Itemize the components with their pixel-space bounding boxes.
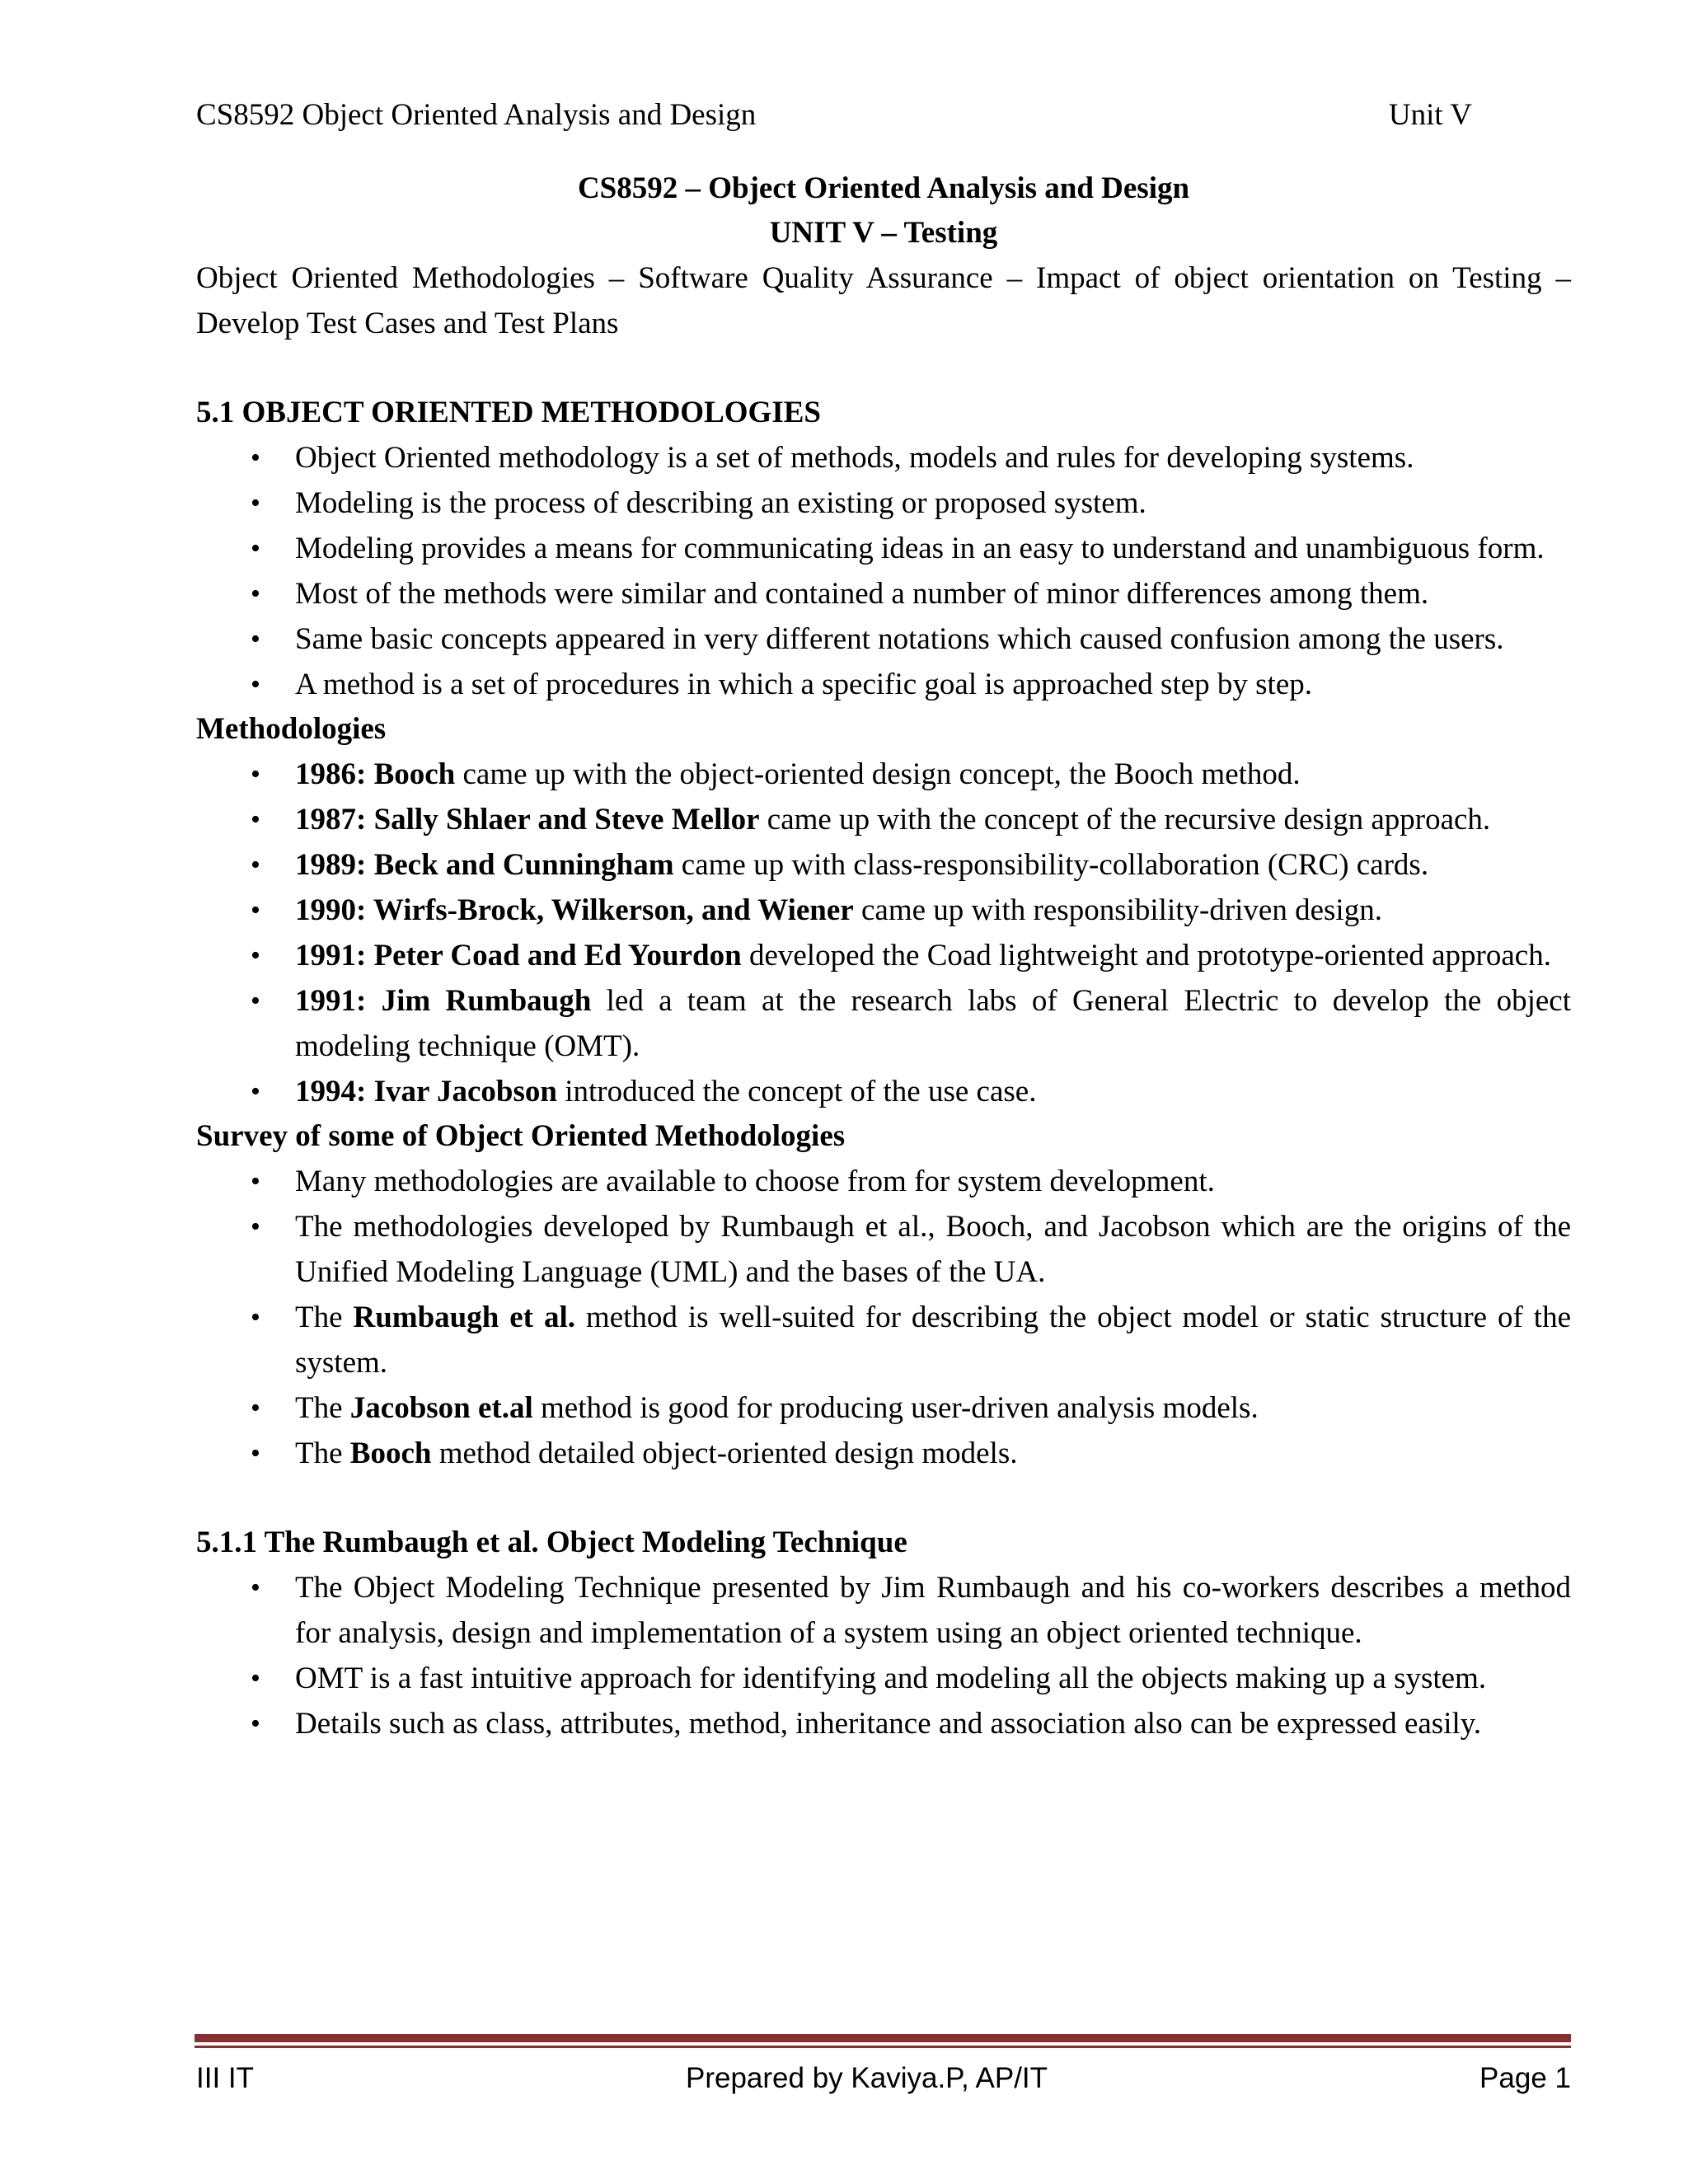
unit-title: UNIT V – Testing (769, 216, 998, 250)
list-item: • Same basic concepts appeared in very different notations which caused confusion among the users. (196, 616, 1571, 662)
list-item-text: came up with the object-oriented design concept, the Booch method. (455, 757, 1301, 791)
list-item-bold: 1986: Booch (295, 757, 456, 791)
footer-page-number: Page 1 (1479, 2062, 1571, 2094)
section-5-1-list (196, 435, 1571, 707)
list-item-text: The (295, 1301, 354, 1334)
list-item-bold: 1989: Beck and Cunningham (295, 848, 674, 882)
list-item-text: introduced the concept of the use case. (556, 1075, 1037, 1108)
section-heading-5-1-1: 5.1.1 The Rumbaugh et al. Object Modeling Technique (196, 1526, 907, 1559)
list-item-text: The (295, 1436, 350, 1470)
list-item-text: came up with the concept of the recursive design approach. (759, 803, 1491, 837)
list-item (196, 842, 1571, 888)
list-item (196, 1159, 1571, 1204)
footer-rule-thin (195, 2046, 1571, 2048)
section-5-1-1-list (196, 1565, 1571, 1746)
header-course: CS8592 Object Oriented Analysis and Design (196, 98, 757, 132)
list-item-text: Many methodologies are available to choose from for system development. (295, 1165, 1215, 1198)
list-item-text: developed the Coad lightweight and prototype-oriented approach. (741, 939, 1551, 972)
list-item-bold: 1991: Jim Rumbaugh (295, 984, 592, 1018)
list-item-bold: 1987: Sally Shlaer and Steve Mellor (295, 803, 760, 837)
running-footer (196, 2054, 1571, 2103)
footer-author: Prepared by Kaviya.P, AP/IT (686, 2062, 1048, 2094)
list-item: • OMT is a fast intuitive approach for identifying and modeling all the objects making up a system. (196, 1656, 1571, 1701)
list-item-bold: Rumbaugh et al. (353, 1301, 575, 1334)
document-title: CS8592 – Object Oriented Analysis and Design (577, 171, 1190, 205)
list-item (196, 933, 1571, 978)
survey-heading: Survey of some of Object Oriented Methodologies (196, 1119, 846, 1153)
methodologies-list (196, 752, 1571, 1114)
list-item: • Most of the methods were similar and contained a number of minor differences among them. (196, 571, 1571, 616)
list-item: • Modeling is the process of describing an existing or proposed system. (196, 480, 1571, 526)
list-item-bold: 1994: Ivar Jacobson (295, 1075, 557, 1108)
methodologies-heading: Methodologies (196, 712, 387, 746)
survey-list (196, 1159, 1571, 1476)
list-item (196, 888, 1571, 933)
main-content (196, 166, 1571, 1746)
list-item-text: The (295, 1391, 350, 1425)
list-item: • Details such as class, attributes, method, inheritance and association also can be expressed easily. (196, 1701, 1571, 1746)
list-item-text: came up with responsibility-driven design. (853, 893, 1382, 927)
list-item-bold: Booch (349, 1436, 432, 1470)
list-item (196, 797, 1571, 842)
list-item (196, 1204, 1571, 1295)
list-item-text: came up with class-responsibility-collaboration (CRC) cards. (673, 848, 1429, 882)
list-item (196, 1385, 1571, 1431)
section-heading-5-1: 5.1 OBJECT ORIENTED METHODOLOGIES (196, 396, 821, 429)
list-item (196, 1069, 1571, 1114)
list-item: • Modeling provides a means for communicating ideas in an easy to understand and unambiguous form. (196, 526, 1571, 571)
list-item: • Object Oriented methodology is a set of methods, models and rules for developing systems. (196, 435, 1571, 480)
list-item (196, 752, 1571, 797)
unit-topics: Object Oriented Methodologies – Software Quality Assurance – Impact of object orientation on Testing – Develop Test Cases and Test Plans (196, 261, 1571, 340)
list-item-text: The methodologies developed by Rumbaugh et al., Booch, and Jacobson which are the origins of the Unified Modeling Language (UML) and the bases of the UA. (295, 1210, 1571, 1289)
list-item: • A method is a set of procedures in which a specific goal is approached step by step. (196, 662, 1571, 707)
list-item-text: method is good for producing user-driven analysis models. (532, 1391, 1259, 1425)
list-item-text: led a team at the research labs of General Electric to develop the object modeling technique (OMT). (295, 984, 1571, 1063)
list-item-bold: Jacobson et.al (349, 1391, 533, 1425)
footer-class: III IT (196, 2062, 254, 2094)
footer-rule (195, 2034, 1571, 2042)
list-item-text: method detailed object-oriented design models. (431, 1436, 1018, 1470)
list-item (196, 1431, 1571, 1476)
list-item-bold: 1991: Peter Coad and Ed Yourdon (295, 939, 742, 972)
list-item-text: method is well-suited for describing the object model or static structure of the system. (295, 1301, 1571, 1380)
running-header (196, 92, 1472, 138)
list-item (196, 1295, 1571, 1385)
list-item (196, 978, 1571, 1069)
list-item: • The Object Modeling Technique presented by Jim Rumbaugh and his co-workers describes a method for analysis, design and implementation of a system using an object oriented technique. (196, 1565, 1571, 1656)
header-unit: Unit V (1388, 98, 1472, 132)
list-item-bold: 1990: Wirfs-Brock, Wilkerson, and Wiener (295, 893, 854, 927)
